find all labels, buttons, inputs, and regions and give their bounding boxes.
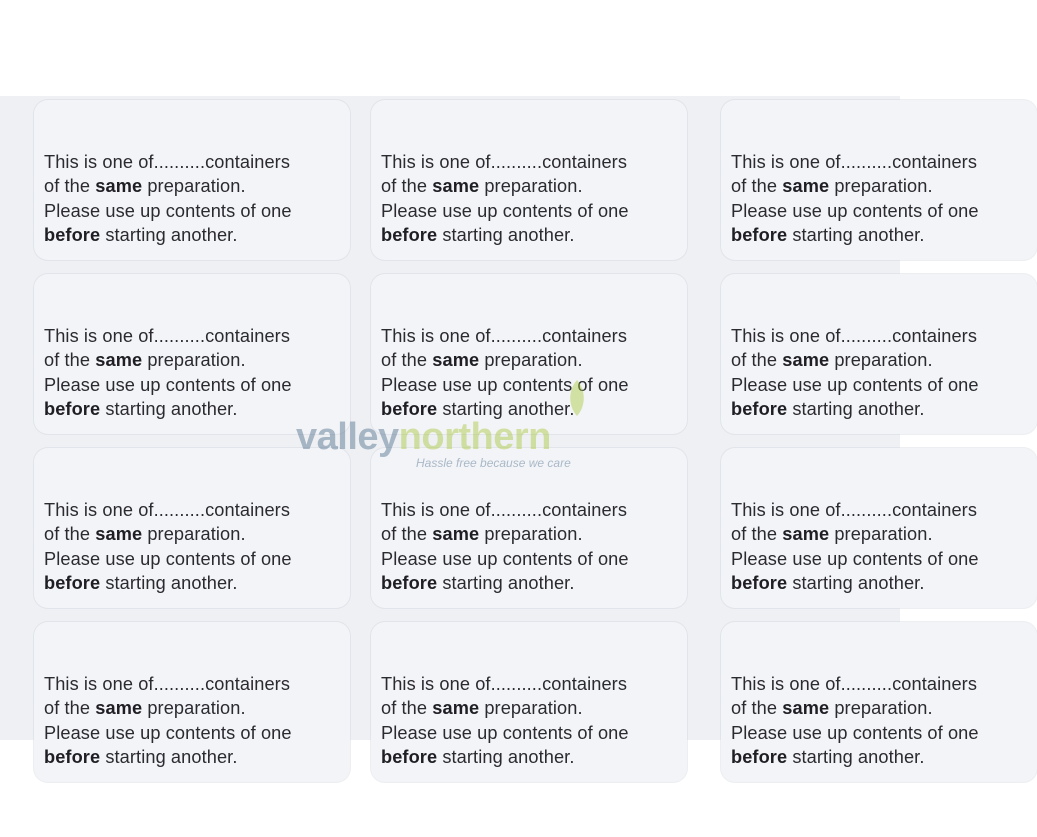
label-line-2 [44, 696, 292, 720]
label-line-2-post: preparation. [829, 176, 933, 197]
label-line-3: Please use up contents of one [731, 374, 979, 395]
label-line-2 [731, 696, 979, 720]
label-line-2-post: preparation. [142, 350, 246, 371]
label-line-3: Please use up contents of one [44, 722, 292, 743]
label-line-3: Please use up contents of one [381, 722, 629, 743]
label-line-2 [381, 522, 629, 546]
label-line-4-post: starting another. [437, 572, 575, 593]
label-grid [0, 96, 979, 767]
label-line-2-bold: same [95, 698, 143, 719]
label-line-3: Please use up contents of one [731, 722, 979, 743]
label-line-1: This is one of..........containers [381, 152, 628, 172]
label-line-2-bold: same [782, 698, 830, 719]
label-line-2-post: preparation. [479, 524, 583, 545]
label-line-2-post: preparation. [142, 698, 246, 719]
label-line-2-pre: of the [731, 524, 783, 545]
label-line-2-pre: of the [381, 350, 433, 371]
label-line-4-post: starting another. [787, 746, 925, 767]
label-text [44, 672, 292, 769]
label-line-2-pre: of the [44, 698, 96, 719]
label-line-1: This is one of..........containers [44, 674, 291, 694]
label-line-1: This is one of..........containers [381, 500, 628, 520]
label-line-3: Please use up contents of one [381, 374, 629, 395]
label-line-2-bold: same [432, 350, 480, 371]
label-line-4 [731, 571, 979, 595]
label-line-1: This is one of..........containers [731, 500, 978, 520]
label-line-3: Please use up contents of one [731, 548, 979, 569]
label-line-2-post: preparation. [479, 176, 583, 197]
label-line-2-bold: same [782, 350, 830, 371]
label-text [731, 150, 979, 247]
label-sticker [371, 622, 687, 782]
label-line-2-bold: same [782, 176, 830, 197]
label-line-4-bold: before [381, 746, 438, 767]
label-line-4-bold: before [731, 746, 788, 767]
label-sticker [371, 448, 687, 608]
label-line-4-bold: before [731, 398, 788, 419]
label-text [731, 498, 979, 595]
label-line-3: Please use up contents of one [44, 374, 292, 395]
label-line-2-bold: same [432, 524, 480, 545]
label-line-4 [381, 223, 629, 247]
label-sticker [34, 448, 350, 608]
label-text [44, 498, 292, 595]
label-line-4-post: starting another. [437, 398, 575, 419]
label-line-2 [381, 696, 629, 720]
label-sticker [721, 448, 1037, 608]
label-line-4-bold: before [44, 224, 101, 245]
label-line-4 [731, 223, 979, 247]
label-line-2-pre: of the [381, 524, 433, 545]
label-sticker [34, 622, 350, 782]
label-line-1: This is one of..........containers [44, 152, 291, 172]
label-sticker [34, 274, 350, 434]
label-line-2 [381, 174, 629, 198]
label-line-4-bold: before [44, 398, 101, 419]
label-line-2-pre: of the [44, 176, 96, 197]
label-line-4 [381, 397, 629, 421]
label-line-3: Please use up contents of one [44, 548, 292, 569]
label-line-2 [381, 348, 629, 372]
watermark-tagline: Hassle free because we care [416, 456, 571, 470]
label-line-2 [44, 174, 292, 198]
label-line-2-post: preparation. [479, 698, 583, 719]
label-line-1: This is one of..........containers [731, 152, 978, 172]
label-line-2-post: preparation. [829, 350, 933, 371]
label-line-4-post: starting another. [100, 398, 238, 419]
label-line-1: This is one of..........containers [44, 326, 291, 346]
label-line-2-pre: of the [44, 350, 96, 371]
label-line-2-bold: same [432, 176, 480, 197]
label-line-4-post: starting another. [100, 746, 238, 767]
label-line-4-bold: before [731, 224, 788, 245]
label-line-4-post: starting another. [100, 224, 238, 245]
label-line-2-bold: same [432, 698, 480, 719]
label-line-4 [381, 571, 629, 595]
watermark-brand-valley: valley [296, 416, 399, 458]
label-sticker [371, 274, 687, 434]
label-line-4-post: starting another. [787, 224, 925, 245]
label-line-3: Please use up contents of one [381, 200, 629, 221]
label-line-1: This is one of..........containers [731, 674, 978, 694]
label-line-2-pre: of the [731, 350, 783, 371]
label-text [731, 324, 979, 421]
label-line-2-bold: same [95, 350, 143, 371]
label-line-2 [731, 174, 979, 198]
label-line-3: Please use up contents of one [381, 548, 629, 569]
label-line-2 [731, 522, 979, 546]
label-line-1: This is one of..........containers [381, 674, 628, 694]
label-line-2-bold: same [95, 524, 143, 545]
label-line-4-post: starting another. [437, 224, 575, 245]
label-line-2 [731, 348, 979, 372]
label-line-1: This is one of..........containers [731, 326, 978, 346]
label-line-2-pre: of the [381, 698, 433, 719]
label-line-4-bold: before [381, 398, 438, 419]
label-text [381, 150, 629, 247]
label-line-4-bold: before [381, 572, 438, 593]
label-line-2-pre: of the [44, 524, 96, 545]
label-line-4-post: starting another. [437, 746, 575, 767]
label-line-4 [44, 397, 292, 421]
label-line-4 [731, 397, 979, 421]
label-sticker [721, 100, 1037, 260]
label-text [731, 672, 979, 769]
label-sheet [0, 96, 979, 767]
label-line-4 [44, 223, 292, 247]
label-line-2-bold: same [782, 524, 830, 545]
label-line-2 [44, 348, 292, 372]
label-line-4 [381, 745, 629, 769]
label-line-4-post: starting another. [787, 572, 925, 593]
label-text [44, 150, 292, 247]
label-line-2-pre: of the [731, 176, 783, 197]
label-line-4-post: starting another. [100, 572, 238, 593]
label-line-4-bold: before [44, 572, 101, 593]
label-line-1: This is one of..........containers [381, 326, 628, 346]
label-sticker [721, 274, 1037, 434]
label-sticker [721, 622, 1037, 782]
label-line-2-pre: of the [381, 176, 433, 197]
label-line-4-bold: before [731, 572, 788, 593]
label-line-3: Please use up contents of one [44, 200, 292, 221]
label-line-4-bold: before [44, 746, 101, 767]
label-line-2-pre: of the [731, 698, 783, 719]
label-line-2 [44, 522, 292, 546]
label-line-2-post: preparation. [142, 524, 246, 545]
label-line-4-post: starting another. [787, 398, 925, 419]
label-sticker [371, 100, 687, 260]
label-line-2-post: preparation. [829, 524, 933, 545]
label-line-2-bold: same [95, 176, 143, 197]
label-line-4-bold: before [381, 224, 438, 245]
label-text [381, 498, 629, 595]
label-line-4 [731, 745, 979, 769]
label-line-2-post: preparation. [142, 176, 246, 197]
label-text [381, 672, 629, 769]
label-sticker [34, 100, 350, 260]
label-line-2-post: preparation. [829, 698, 933, 719]
label-line-2-post: preparation. [479, 350, 583, 371]
label-text [44, 324, 292, 421]
label-line-3: Please use up contents of one [731, 200, 979, 221]
label-line-4 [44, 571, 292, 595]
label-text [381, 324, 629, 421]
watermark-brand-northern: northern [398, 416, 551, 458]
label-line-4 [44, 745, 292, 769]
label-line-1: This is one of..........containers [44, 500, 291, 520]
